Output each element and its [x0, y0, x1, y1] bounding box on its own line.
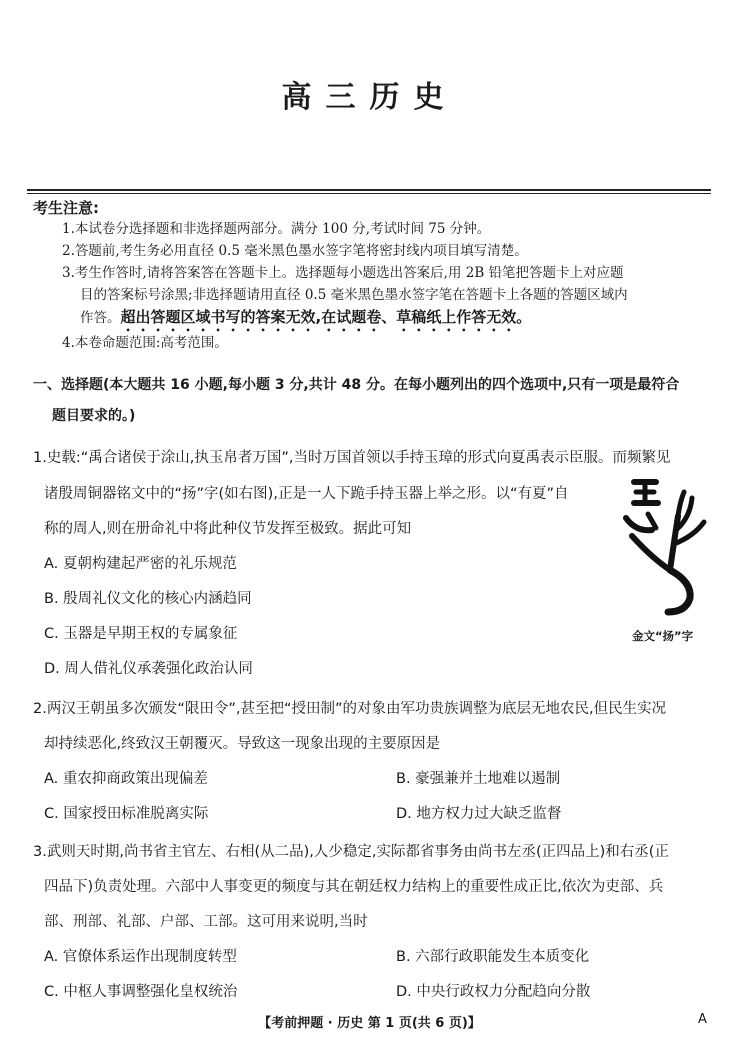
question-1-line: 诸殷周铜器铭文中的“扬”字(如右图),正是一人下跪手持玉器上举之形。以“有夏”自 — [44, 486, 569, 502]
notice-item: 4.本卷命题范围:高考范围。 — [62, 335, 228, 351]
notice-item: 作答。 — [80, 310, 121, 326]
notice-item: 1.本试卷分选择题和非选择题两部分。满分 100 分,考试时间 75 分钟。 — [62, 221, 491, 237]
notice-item-line — [80, 306, 531, 335]
question-2-option-d[interactable]: D. 地方权力过大缺乏监督 — [396, 806, 562, 822]
bronze-inscription-figure — [612, 472, 722, 622]
header-rule-thin — [27, 193, 711, 194]
question-2-option-a[interactable]: A. 重农抑商政策出现偏差 — [44, 771, 208, 787]
question-3-option-b[interactable]: B. 六部行政职能发生本质变化 — [396, 949, 590, 965]
question-1-line: 称的周人,则在册命礼中将此种仪节发挥至极致。据此可知 — [44, 521, 412, 537]
question-3-line: 四品下)负责处理。六部中人事变更的频度与其在朝廷权力结构上的重要性成正比,依次为吏部、兵 — [44, 879, 664, 895]
question-1-line: 1.史载:“禹合诸侯于涂山,执玉帛者万国”,当时万国首领以手持玉璋的形式向夏禹表示臣服。而频繁见 — [33, 450, 671, 466]
section-heading-cont: 题目要求的。) — [52, 408, 136, 424]
question-2-line: 2.两汉王朝虽多次颁发“限田令”,甚至把“授田制”的对象由军功贵族调整为底层无地农民,但民生实况 — [33, 701, 667, 717]
question-1-option-b[interactable]: B. 殷周礼仪文化的核心内涵趋同 — [44, 591, 252, 607]
question-3-option-d[interactable]: D. 中央行政权力分配趋向分散 — [396, 984, 591, 1000]
page-footer: 【考前押题 · 历史 第 1 页(共 6 页)】 — [258, 1016, 481, 1031]
question-3-line: 3.武则天时期,尚书省主官左、右相(从二品),人少稳定,实际都省事务由尚书左丞(正四品上)和右丞(正 — [33, 844, 669, 860]
header-rule-thick — [27, 189, 711, 191]
page-title: 高三历史 — [281, 80, 458, 115]
question-1-option-a[interactable]: A. 夏朝构建起严密的礼乐规范 — [44, 556, 237, 572]
notice-item: 2.答题前,考生务必用直径 0.5 毫米黑色墨水签字笔将密封线内项目填写清楚。 — [62, 243, 528, 259]
question-1-option-d[interactable]: D. 周人借礼仪承袭强化政治认同 — [44, 661, 253, 677]
bronze-glyph-icon — [612, 472, 722, 622]
question-2-line: 却持续恶化,终致汉王朝覆灭。导致这一现象出现的主要原因是 — [44, 736, 441, 752]
notice-item: 目的答案标号涂黑;非选择题请用直径 0.5 毫米黑色墨水签字笔在答题卡上各题的答题区域内 — [80, 287, 628, 303]
notice-heading: 考生注意: — [33, 199, 99, 217]
figure-caption: 金文“扬”字 — [632, 629, 694, 643]
paper-version: A — [698, 1012, 707, 1027]
question-2-option-c[interactable]: C. 国家授田标准脱离实际 — [44, 806, 209, 822]
question-3-option-a[interactable]: A. 官僚体系运作出现制度转型 — [44, 949, 237, 965]
question-2-option-b[interactable]: B. 豪强兼并土地难以遏制 — [396, 771, 561, 787]
notice-item: 3.考生作答时,请将答案答在答题卡上。选择题每小题选出答案后,用 2B 铅笔把答题卡上对应题 — [62, 265, 624, 281]
question-3-line: 部、刑部、礼部、户部、工部。这可用来说明,当时 — [44, 914, 368, 930]
question-3-option-c[interactable]: C. 中枢人事调整强化皇权统治 — [44, 984, 238, 1000]
notice-emphasis: 超出答题区域书写的答案无效,在试题卷、草稿纸上作答无效。 — [120, 308, 532, 326]
section-heading: 一、选择题(本大题共 16 小题,每小题 3 分,共计 48 分。在每小题列出的四个选项中,只有一项是最符合 — [33, 377, 680, 393]
question-1-option-c[interactable]: C. 玉器是早期王权的专属象征 — [44, 626, 238, 642]
